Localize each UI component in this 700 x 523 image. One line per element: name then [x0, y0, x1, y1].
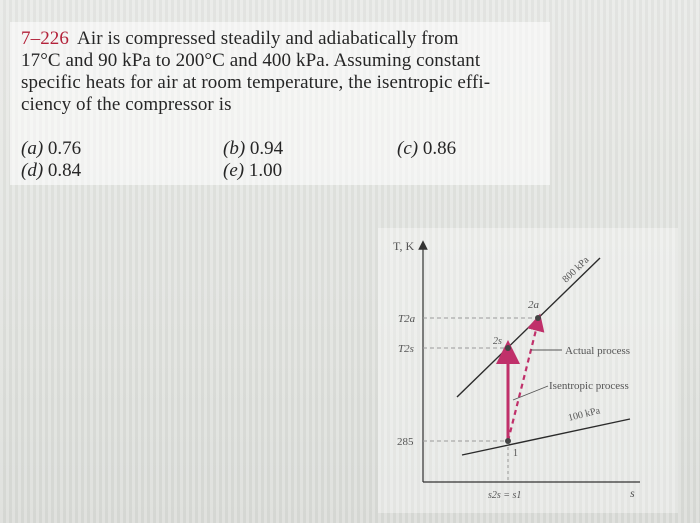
- choice-b-value: 0.94: [249, 138, 284, 159]
- choice-d-value: 0.84: [47, 160, 82, 181]
- problem-line-2: 17°C and 90 kPa to 200°C and 400 kPa. Assuming constant: [21, 50, 481, 71]
- problem-number: 7–226: [21, 28, 69, 49]
- point-1-label: 1: [513, 448, 518, 459]
- t2a-label: T2a: [398, 313, 416, 325]
- problem-line-3: specific heats for air at room temperature, the isentropic effi-: [21, 72, 491, 93]
- choice-c-value: 0.86: [422, 138, 457, 159]
- state-2a-point: [535, 315, 541, 321]
- isobar-high-label: 800 kPa: [560, 254, 592, 286]
- choice-e-label: (e): [223, 160, 245, 181]
- actual-process-label: Actual process: [565, 345, 631, 357]
- problem-text-1: Air is compressed steadily and adiabatically from: [77, 28, 459, 49]
- problem-line-4: ciency of the compressor is: [21, 94, 232, 115]
- state-1-point: [505, 438, 511, 444]
- isobar-low-label: 100 kPa: [567, 405, 602, 424]
- isobar-low-line: [462, 419, 630, 455]
- isobar-high-line: [457, 258, 600, 397]
- isentropic-leader: [513, 386, 548, 400]
- point-2s-label: 2s: [493, 336, 502, 347]
- s-equality-label: s2s = s1: [488, 490, 522, 501]
- x-axis-label: s: [630, 486, 635, 500]
- choice-e-value: 1.00: [248, 160, 283, 181]
- choice-c-label: (c): [397, 138, 419, 159]
- isentropic-process-label: Isentropic process: [549, 380, 629, 392]
- state-2s-point: [505, 345, 511, 351]
- y-axis-label: T, K: [393, 239, 415, 253]
- t1-label: 285: [397, 436, 414, 448]
- choice-d-label: (d): [21, 160, 44, 181]
- point-2a-label: 2a: [528, 299, 539, 311]
- choice-a-value: 0.76: [47, 138, 82, 159]
- actual-process-line: [508, 322, 538, 441]
- t2s-label: T2s: [398, 343, 414, 355]
- choice-b-label: (b): [223, 138, 246, 159]
- choice-a-label: (a): [21, 138, 44, 159]
